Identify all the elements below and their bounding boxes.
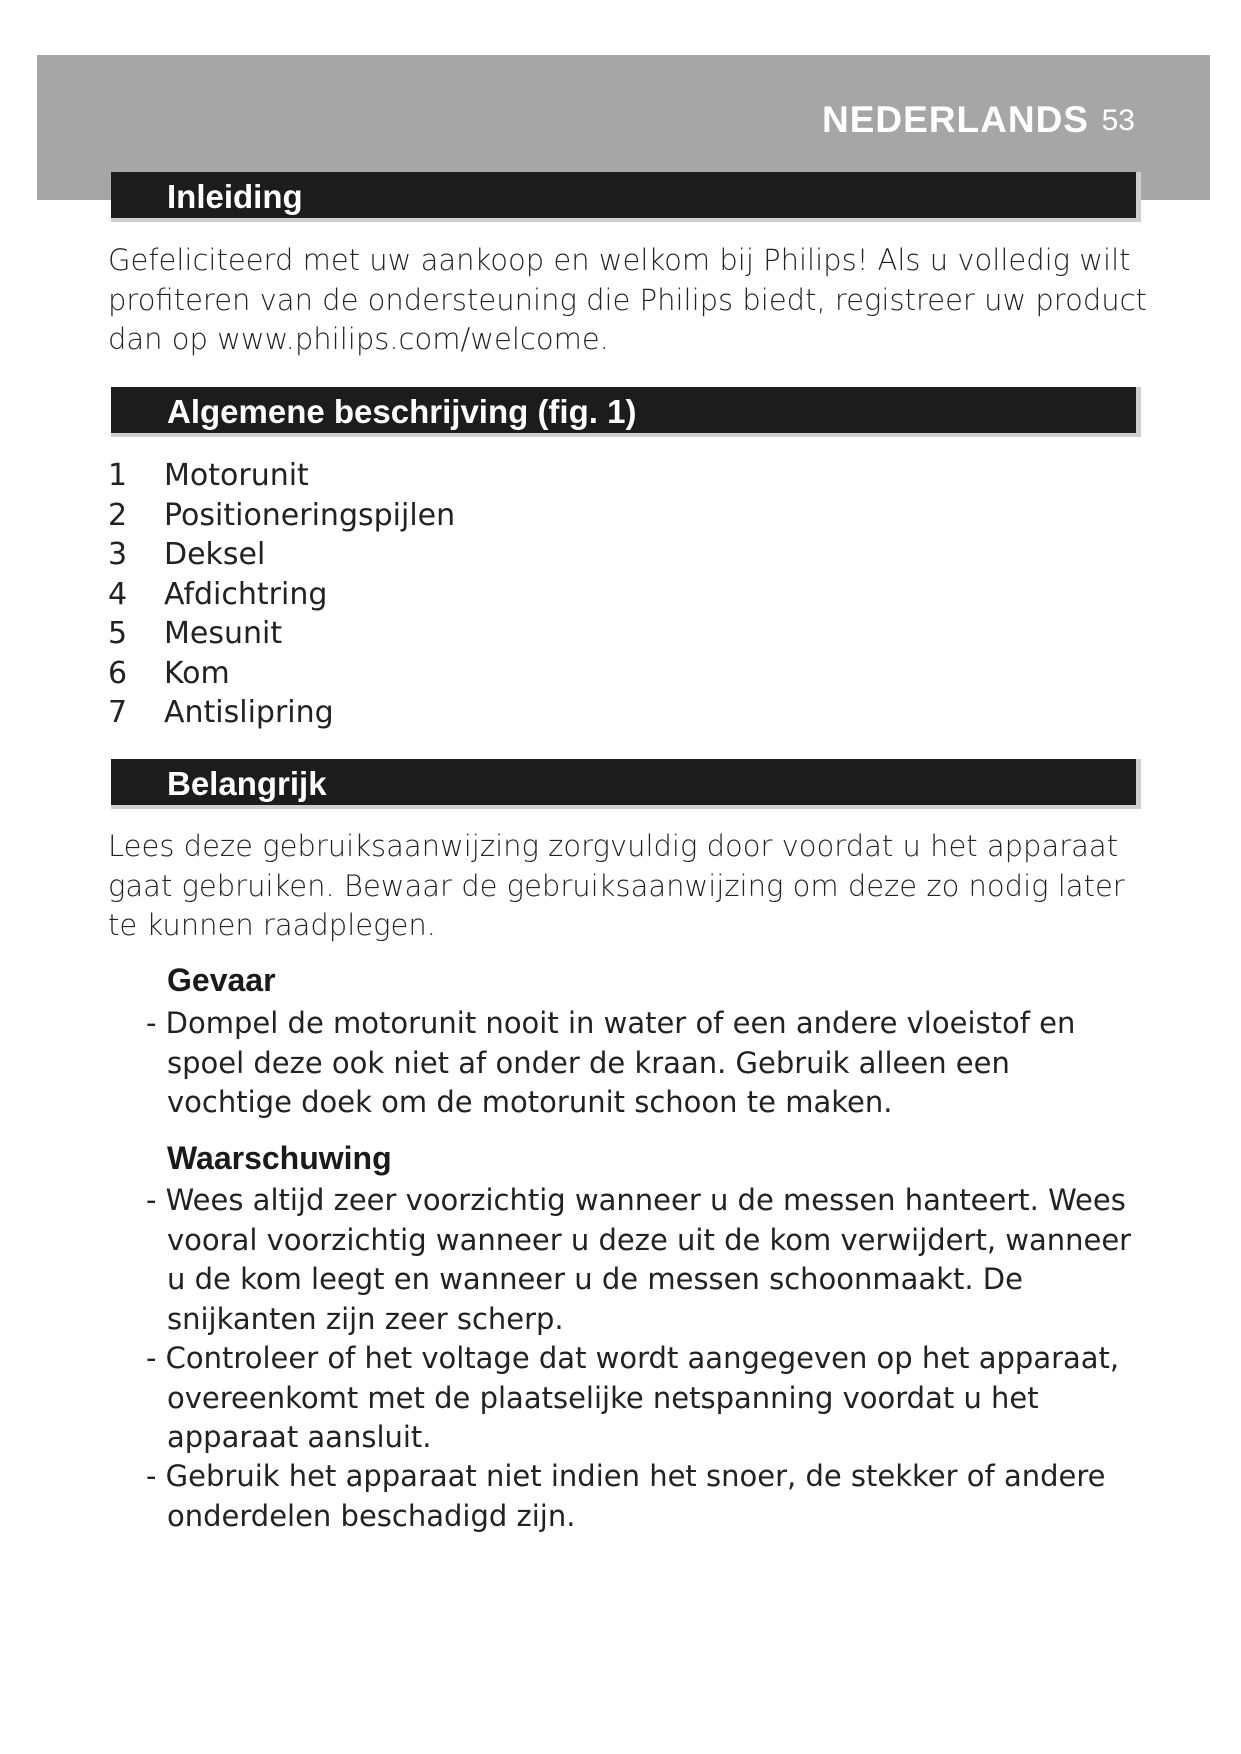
- list-item-label: Deksel: [164, 537, 266, 572]
- danger-heading: Gevaar: [167, 962, 276, 998]
- section-title-important: Belangrijk: [167, 765, 327, 802]
- list-item: [108, 693, 455, 733]
- section-title-description: Algemene beschrijving (fig. 1): [167, 393, 637, 430]
- list-item: [108, 535, 455, 575]
- section-bar-description: [111, 387, 1141, 437]
- warning-heading: Waarschuwing: [167, 1140, 392, 1176]
- list-item: [108, 614, 455, 654]
- list-item-label: Motorunit: [164, 458, 309, 493]
- warning-bullet: - Controleer of het voltage dat wordt aangegeven op het apparaat, overeenkomt met de plaatselijke netspanning voordat u het apparaat aansluit.: [146, 1341, 1120, 1454]
- list-item-label: Mesunit: [164, 616, 283, 651]
- list-item: [108, 456, 455, 496]
- danger-bullet: - Dompel de motorunit nooit in water of een andere vloeistof en spoel deze ook niet af onder de kraan. Gebruik alleen een vochtige doek om de motorunit schoon te maken.: [146, 1006, 1076, 1119]
- list-item: [108, 654, 455, 694]
- list-item: [108, 575, 455, 615]
- list-item-label: Kom: [164, 655, 230, 691]
- list-item-number: 1: [108, 458, 128, 493]
- page-number: 53: [1101, 104, 1135, 137]
- list-item-number: 6: [108, 655, 128, 691]
- list-item-number: 2: [108, 497, 128, 533]
- warning-bullet: - Gebruik het apparaat niet indien het snoer, de stekker of andere onderdelen beschadigd zijn.: [146, 1459, 1106, 1533]
- parts-list: [108, 456, 455, 733]
- warning-bullet: - Wees altijd zeer voorzichtig wanneer u de messen hanteert. Wees vooral voorzichtig wanneer u deze uit de kom verwijdert, wanneer u de kom leegt en wanneer u de messen schoonmaakt. De snijkanten zijn zeer scherp.: [146, 1183, 1132, 1336]
- list-item-number: 5: [108, 616, 128, 651]
- section-bar-intro: [111, 172, 1141, 222]
- list-item-label: Afdichtring: [164, 576, 328, 612]
- header-language: NEDERLANDS: [822, 99, 1089, 140]
- list-item-number: 4: [108, 576, 128, 612]
- list-item: [108, 496, 455, 536]
- list-item-label: Antislipring: [164, 695, 334, 730]
- list-item-number: 7: [108, 695, 128, 730]
- important-paragraph: Lees deze gebruiksaanwijzing zorgvuldig door voordat u het apparaat gaat gebruiken. Bewaar de gebruiksaanwijzing om deze zo nodig later te kunnen raadplegen.: [108, 829, 1125, 942]
- list-item-label: Positioneringspijlen: [164, 497, 456, 533]
- intro-paragraph: Gefeliciteerd met uw aankoop en welkom bij Philips! Als u volledig wilt profiteren van de ondersteuning die Philips biedt, registreer uw product dan op www.philips.com/welcome.: [108, 243, 1147, 356]
- list-item-number: 3: [108, 537, 128, 572]
- section-bar-important: [111, 759, 1141, 809]
- section-title-intro: Inleiding: [167, 178, 303, 215]
